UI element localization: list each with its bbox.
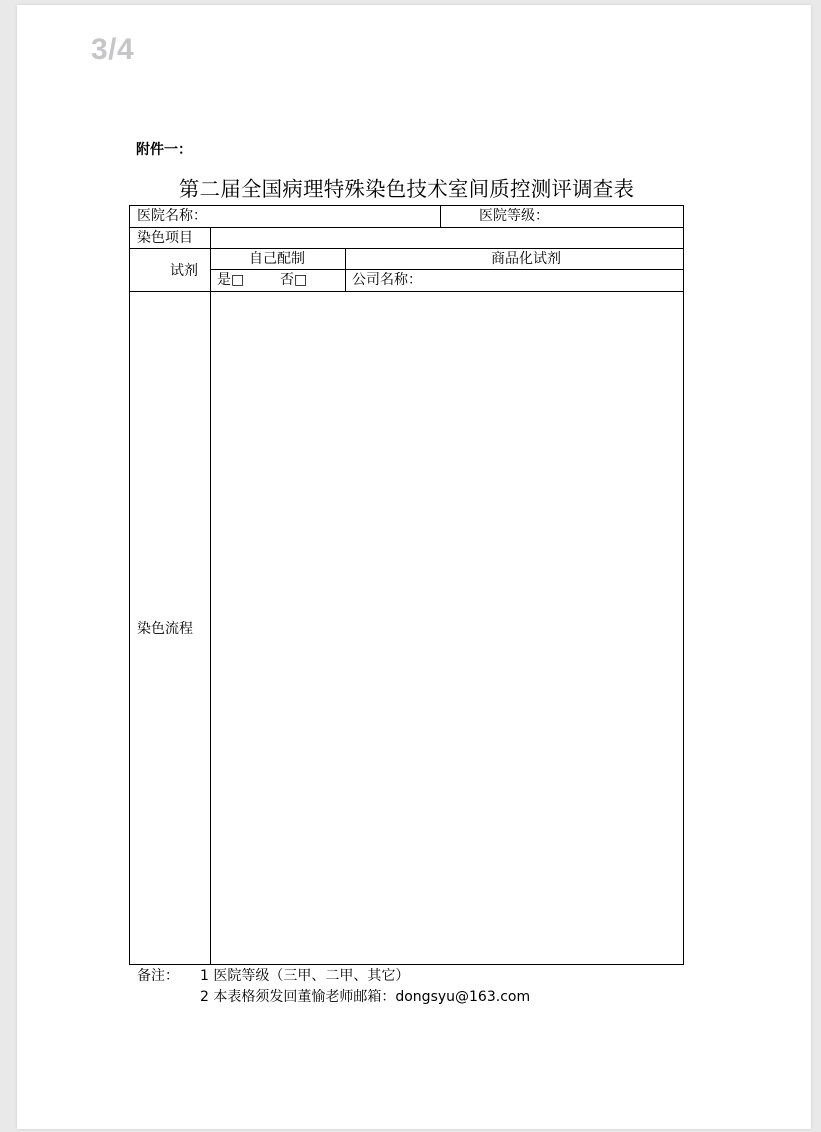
column-divider-label bbox=[210, 227, 211, 965]
no-checkbox-option: 否□ bbox=[280, 272, 308, 288]
column-divider-grade bbox=[440, 205, 441, 227]
attachment-label: 附件一： bbox=[136, 142, 192, 158]
note-item-2: 2 本表格须发回董愉老师邮箱：dongsyu@163.com bbox=[200, 989, 531, 1005]
row-divider-4 bbox=[129, 291, 684, 292]
stain-process-label: 染色流程 bbox=[137, 621, 193, 637]
commercial-reagent-label: 商品化试剂 bbox=[491, 251, 561, 267]
hospital-grade-label: 医院等级： bbox=[479, 208, 549, 224]
page-indicator: 3/4 bbox=[91, 33, 135, 66]
column-divider-reagent bbox=[345, 248, 346, 291]
yes-checkbox-option: 是□ bbox=[217, 272, 245, 288]
hospital-name-label: 医院名称： bbox=[137, 208, 207, 224]
reagent-label: 试剂 bbox=[170, 263, 198, 279]
self-prepared-label: 自己配制 bbox=[249, 251, 305, 267]
table-border-bottom bbox=[129, 964, 684, 965]
row-divider-1 bbox=[129, 227, 684, 228]
notes-label: 备注： bbox=[137, 968, 179, 984]
company-name-label: 公司名称： bbox=[352, 272, 422, 288]
stain-item-label: 染色项目 bbox=[137, 230, 193, 246]
row-divider-3 bbox=[210, 269, 684, 270]
table-border-right bbox=[683, 205, 684, 965]
table-border-top bbox=[129, 205, 684, 206]
note-item-1: 1 医院等级（三甲、二甲、其它） bbox=[200, 968, 410, 984]
row-divider-2 bbox=[129, 248, 684, 249]
form-title: 第二届全国病理特殊染色技术室间质控测评调查表 bbox=[178, 177, 635, 201]
table-border-left bbox=[129, 205, 130, 965]
